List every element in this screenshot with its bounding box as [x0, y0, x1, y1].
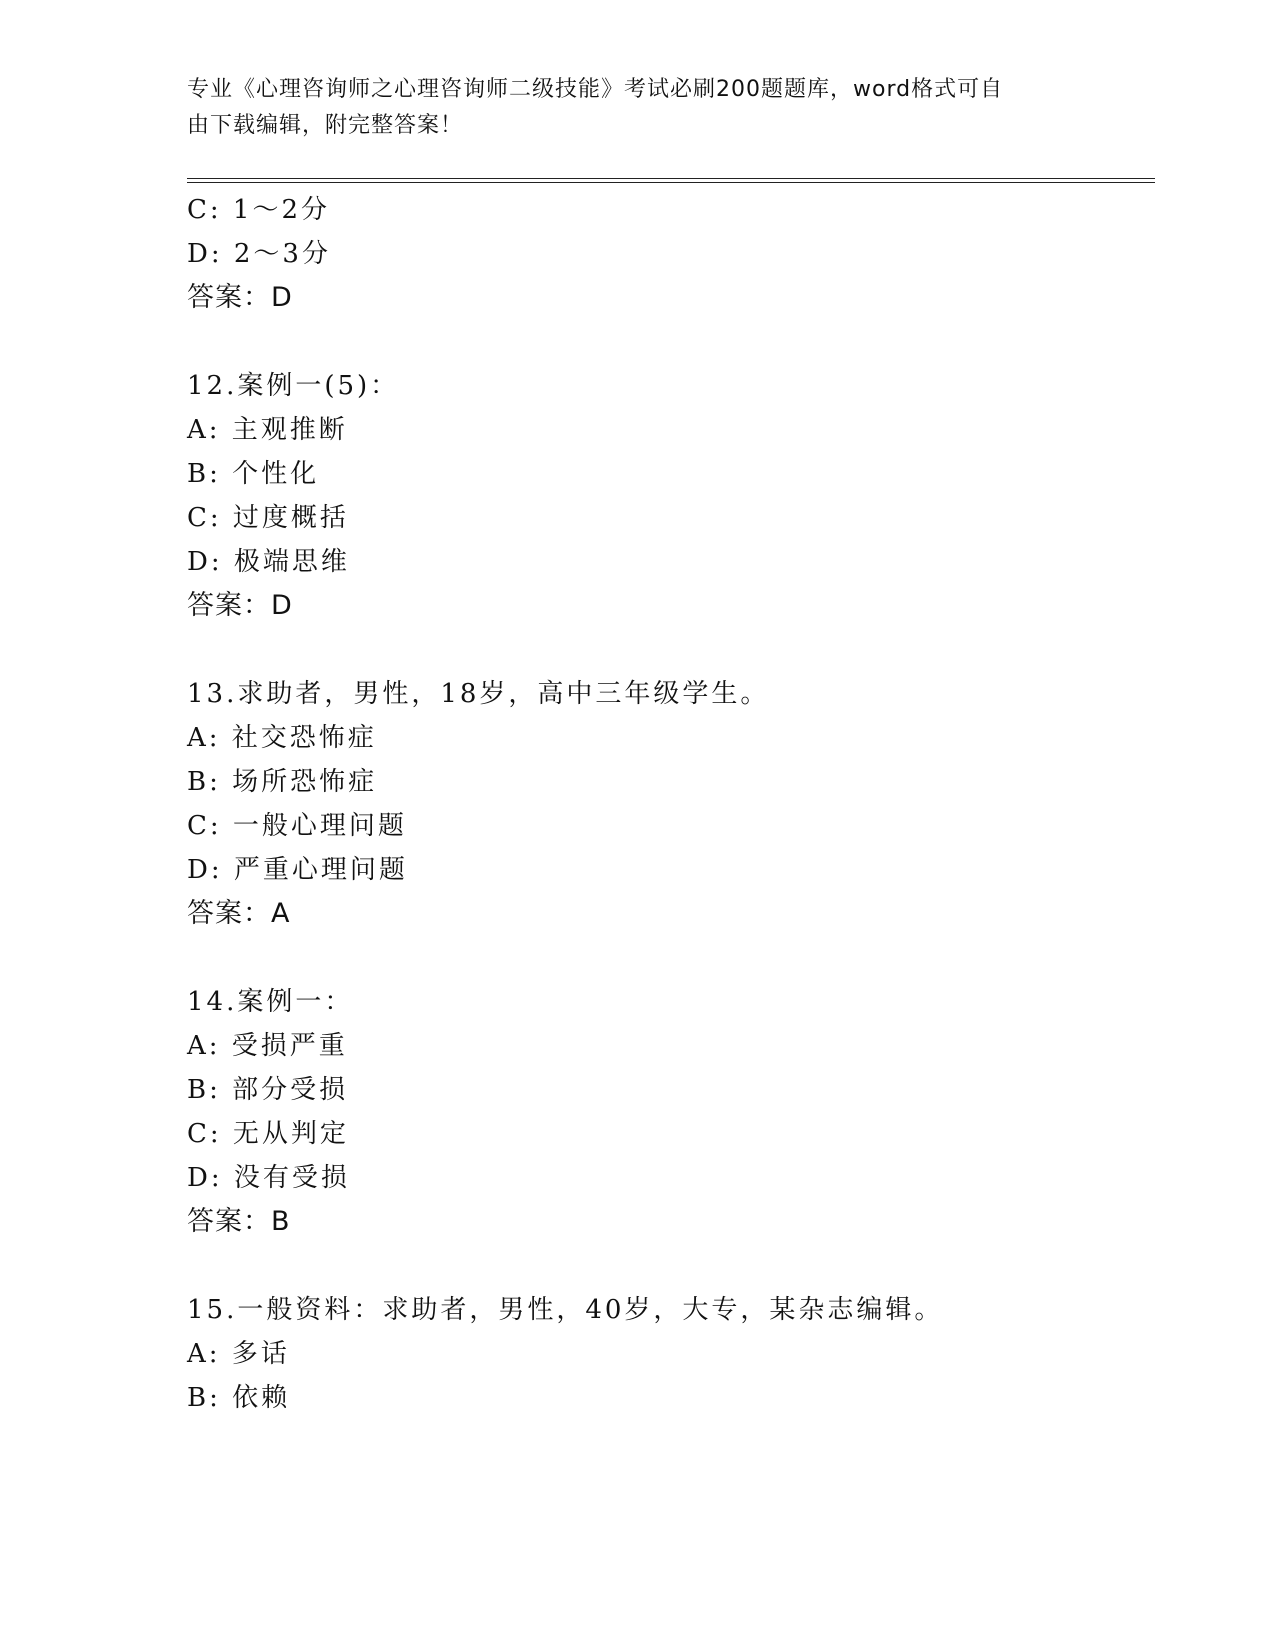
- question-12-option-d: D: 极端思维: [187, 547, 350, 577]
- question-12-option-c: C: 过度概括: [187, 503, 349, 533]
- question-14-stem: 14.案例一：: [187, 987, 354, 1017]
- header-line-1: 专业《心理咨询师之心理咨询师二级技能》考试必刷200题题库，word格式可自: [187, 77, 1004, 102]
- header-divider: [187, 178, 1155, 183]
- header-line-2: 由下载编辑，附完整答案！: [187, 113, 464, 138]
- question-13-option-c: C: 一般心理问题: [187, 811, 407, 841]
- question-13-option-d: D: 严重心理问题: [187, 855, 408, 885]
- option-d: D: 2～3分: [187, 239, 331, 269]
- question-13-option-b: B: 场所恐怖症: [187, 767, 378, 797]
- question-12-stem: 12.案例一(5)：: [187, 371, 400, 401]
- option-c: C: 1～2分: [187, 195, 331, 225]
- question-14-option-c: C: 无从判定: [187, 1119, 349, 1149]
- question-14-option-d: D: 没有受损: [187, 1163, 350, 1193]
- question-14-option-a: A: 受损严重: [187, 1031, 348, 1061]
- document-header: [187, 72, 1087, 144]
- question-15-stem: 15.一般资料：求助者，男性，40岁，大专，某杂志编辑。: [187, 1295, 944, 1325]
- question-12-option-b: B: 个性化: [187, 459, 320, 489]
- question-12-option-a: A: 主观推断: [187, 415, 348, 445]
- question-15-option-b: B: 依赖: [187, 1383, 291, 1413]
- question-14-answer: 答案：B: [187, 1206, 291, 1237]
- question-13-answer: 答案：A: [187, 898, 291, 929]
- question-12-answer: 答案：D: [187, 590, 293, 621]
- question-13-option-a: A: 社交恐怖症: [187, 723, 377, 753]
- answer: 答案：D: [187, 282, 293, 313]
- question-13-stem: 13.求助者，男性，18岁，高中三年级学生。: [187, 679, 770, 709]
- question-15-option-a: A: 多话: [187, 1339, 290, 1369]
- question-14-option-b: B: 部分受损: [187, 1075, 349, 1105]
